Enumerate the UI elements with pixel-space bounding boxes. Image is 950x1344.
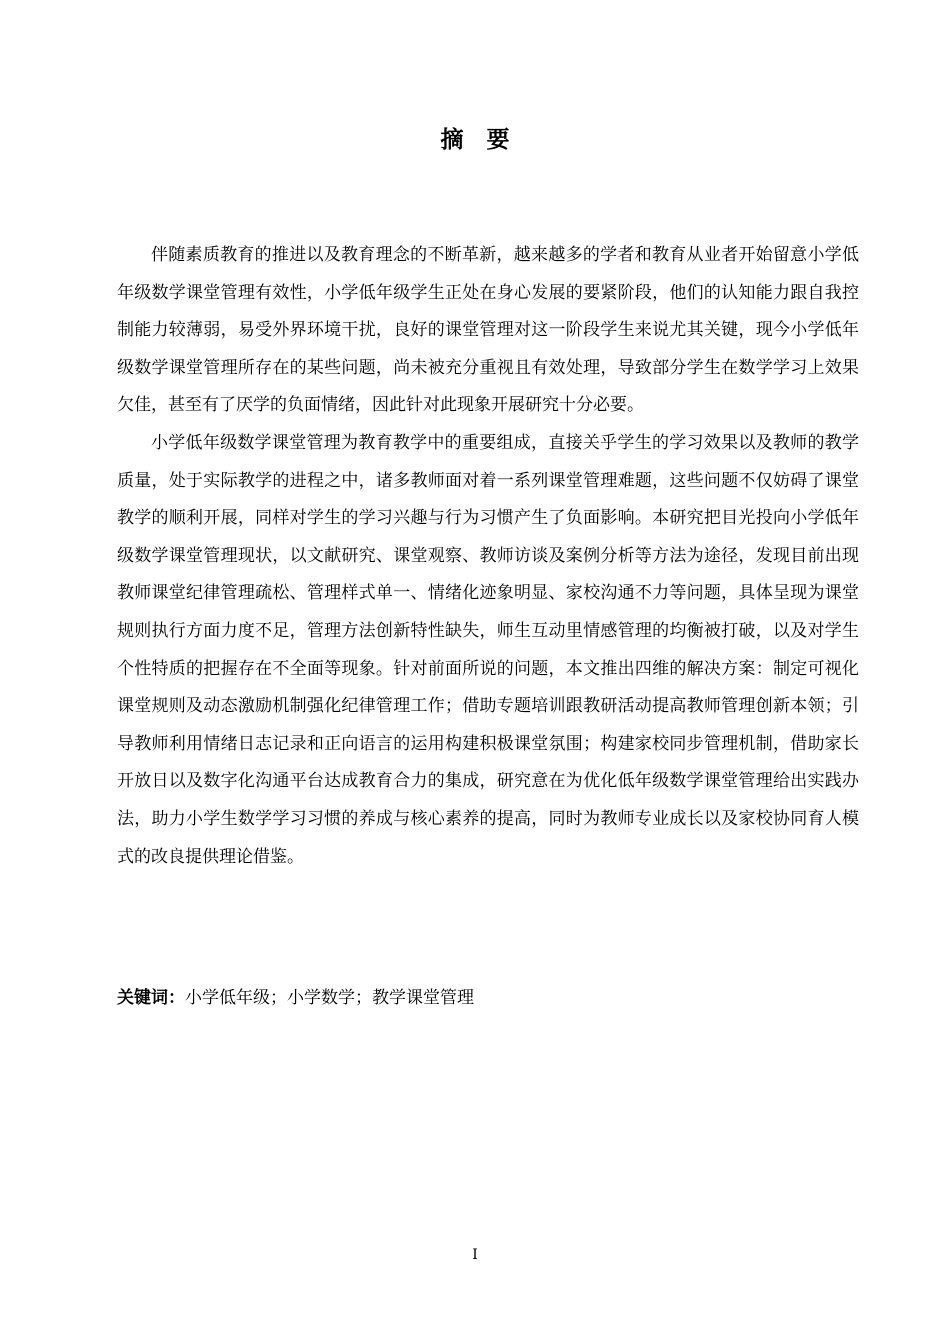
keywords-label: 关键词：: [117, 988, 185, 1008]
keywords-text: 小学低年级；小学数学；教学课堂管理: [185, 988, 474, 1008]
abstract-paragraph-1: 伴随素质教育的推进以及教育理念的不断革新，越来越多的学者和教育从业者开始留意小学低年级数学课堂管理有效性，小学低年级学生正处在身心发展的要紧阶段，他们的认知能力跟自我控制能力较薄弱，易受外界环境干扰，良好的课堂管理对这一阶段学生来说尤其关键，现今小学低年级数学课堂管理所存在的某些问题，尚未被充分重视且有效处理，导致部分学生在数学学习上效果欠佳，甚至有了厌学的负面情绪，因此针对此现象开展研究十分必要。: [117, 245, 859, 416]
abstract-body: [117, 237, 859, 876]
abstract-paragraph-2: 小学低年级数学课堂管理为教育教学中的重要组成，直接关乎学生的学习效果以及教师的教学质量，处于实际教学的进程之中，诸多教师面对着一系列课堂管理难题，这些问题不仅妨碍了课堂教学的顺利开展，同样对学生的学习兴趣与行为习惯产生了负面影响。本研究把目光投向小学低年级数学课堂管理现状，以文献研究、课堂观察、教师访谈及案例分析等方法为途径，发现目前出现教师课堂纪律管理疏松、管理样式单一、情绪化迹象明显、家校沟通不力等问题，具体呈现为课堂规则执行方面力度不足，管理方法创新特性缺失，师生互动里情感管理的均衡被打破，以及对学生个性特质的把握存在不全面等现象。针对前面所说的问题，本文推出四维的解决方案：制定可视化课堂规则及动态激励机制强化纪律管理工作；借助专题培训跟教研活动提高教师管理创新本领；引导教师利用情绪日志记录和正向语言的运用构建积极课堂氛围；构建家校同步管理机制，借助家长开放日以及数字化沟通平台达成教育合力的集成，研究意在为优化低年级数学课堂管理给出实践办法，助力小学生数学学习习惯的养成与核心素养的提高，同时为教师专业成长以及家校协同育人模式的改良提供理论借鉴。: [117, 432, 859, 867]
page-title: 摘 要: [440, 126, 510, 153]
page-number: I: [472, 1247, 478, 1263]
keywords-line: [117, 984, 474, 1012]
